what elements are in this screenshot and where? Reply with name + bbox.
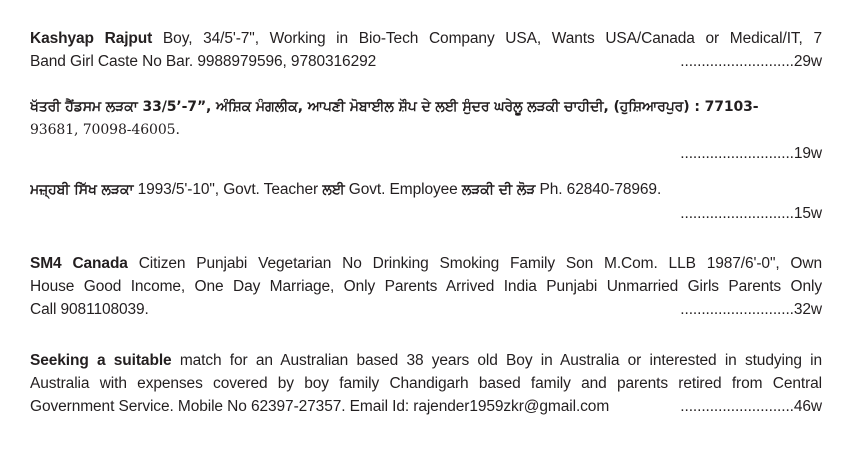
- ad-code: ...........................46w: [680, 398, 822, 415]
- ad-text: Government Service. Mobile No 62397-27357. Email Id: rajender1959zkr@gmail.com: [30, 398, 610, 415]
- ad-khatri-handsome: [30, 96, 822, 165]
- ad-line: [30, 27, 822, 50]
- ad-text-gurmukhi: ਲੜਕੀ ਦੀ ਲੋੜ: [461, 182, 536, 198]
- ad-heading: ਮਜ਼੍ਹਬੀ ਸਿੱਖ ਲੜਕਾ: [30, 182, 134, 198]
- ad-heading: Kashyap Rajput: [30, 30, 153, 47]
- ad-text: Boy, 34/5'-7", Working in Bio-Tech Company USA, Wants USA/Canada or Medical/IT, 7: [152, 30, 822, 47]
- ad-text: Citizen Punjabi Vegetarian No Drinking Smoking Family Son M.Com. LLB 1987/6'-0", Own: [127, 255, 822, 272]
- ad-code: ...........................15w: [680, 205, 822, 222]
- ad-line: House Good Income, One Day Marriage, Only Parents Arrived India Punjabi Unmarried Girls Parents Only: [30, 278, 822, 295]
- ad-mazhbi-sikh: [30, 178, 822, 225]
- ad-code: ...........................29w: [680, 53, 822, 70]
- ad-text: Govt. Employee: [344, 181, 462, 198]
- ad-sm4-canada: [30, 252, 822, 321]
- ad-line: [30, 178, 822, 202]
- ad-text: Ph. 62840-78969.: [535, 181, 662, 198]
- ad-heading: Seeking a suitable: [30, 352, 172, 369]
- ad-line: [30, 349, 822, 372]
- ad-line: [30, 298, 822, 321]
- ad-line: Australia with expenses covered by boy family Chandigarh based family and parents retired from Central: [30, 375, 822, 392]
- ad-text: Call 9081108039.: [30, 301, 149, 318]
- ad-text: match for an Australian based 38 years old Boy in Australia or interested in studying in: [171, 352, 822, 369]
- ad-code: ...........................32w: [680, 301, 822, 318]
- ad-line: ਖੱਤਰੀ ਹੈਂਡਸਮ ਲੜਕਾ 33/5’-7”, ਅੰਸ਼ਿਕ ਮੰਗਲੀਕ, ਆਪਣੀ ਮੋਬਾਈਲ ਸ਼ੌਪ ਦੇ ਲਈ ਸੁੰਦਰ ਘਰੇਲੂ ਲੜਕੀ ਚਾਹੀਦੀ, (ਹੁਸ਼ਿਆਰਪੁਰ) : 77103-: [30, 99, 759, 115]
- ad-line: [30, 50, 822, 73]
- ad-text: Band Girl Caste No Bar. 9988979596, 9780316292: [30, 53, 377, 70]
- ad-phone-line: 93681, 70098-46005.: [30, 122, 180, 138]
- ad-kashyap-rajput: [30, 27, 822, 73]
- ad-text-gurmukhi: ਲਈ: [322, 182, 345, 198]
- ad-line: [30, 252, 822, 275]
- ad-seeking-suitable: [30, 349, 822, 418]
- ad-heading: SM4 Canada: [30, 255, 128, 272]
- ad-line: [30, 395, 822, 418]
- ad-code: ...........................19w: [680, 145, 822, 162]
- ad-text: 1993/5'-10", Govt. Teacher: [133, 181, 323, 198]
